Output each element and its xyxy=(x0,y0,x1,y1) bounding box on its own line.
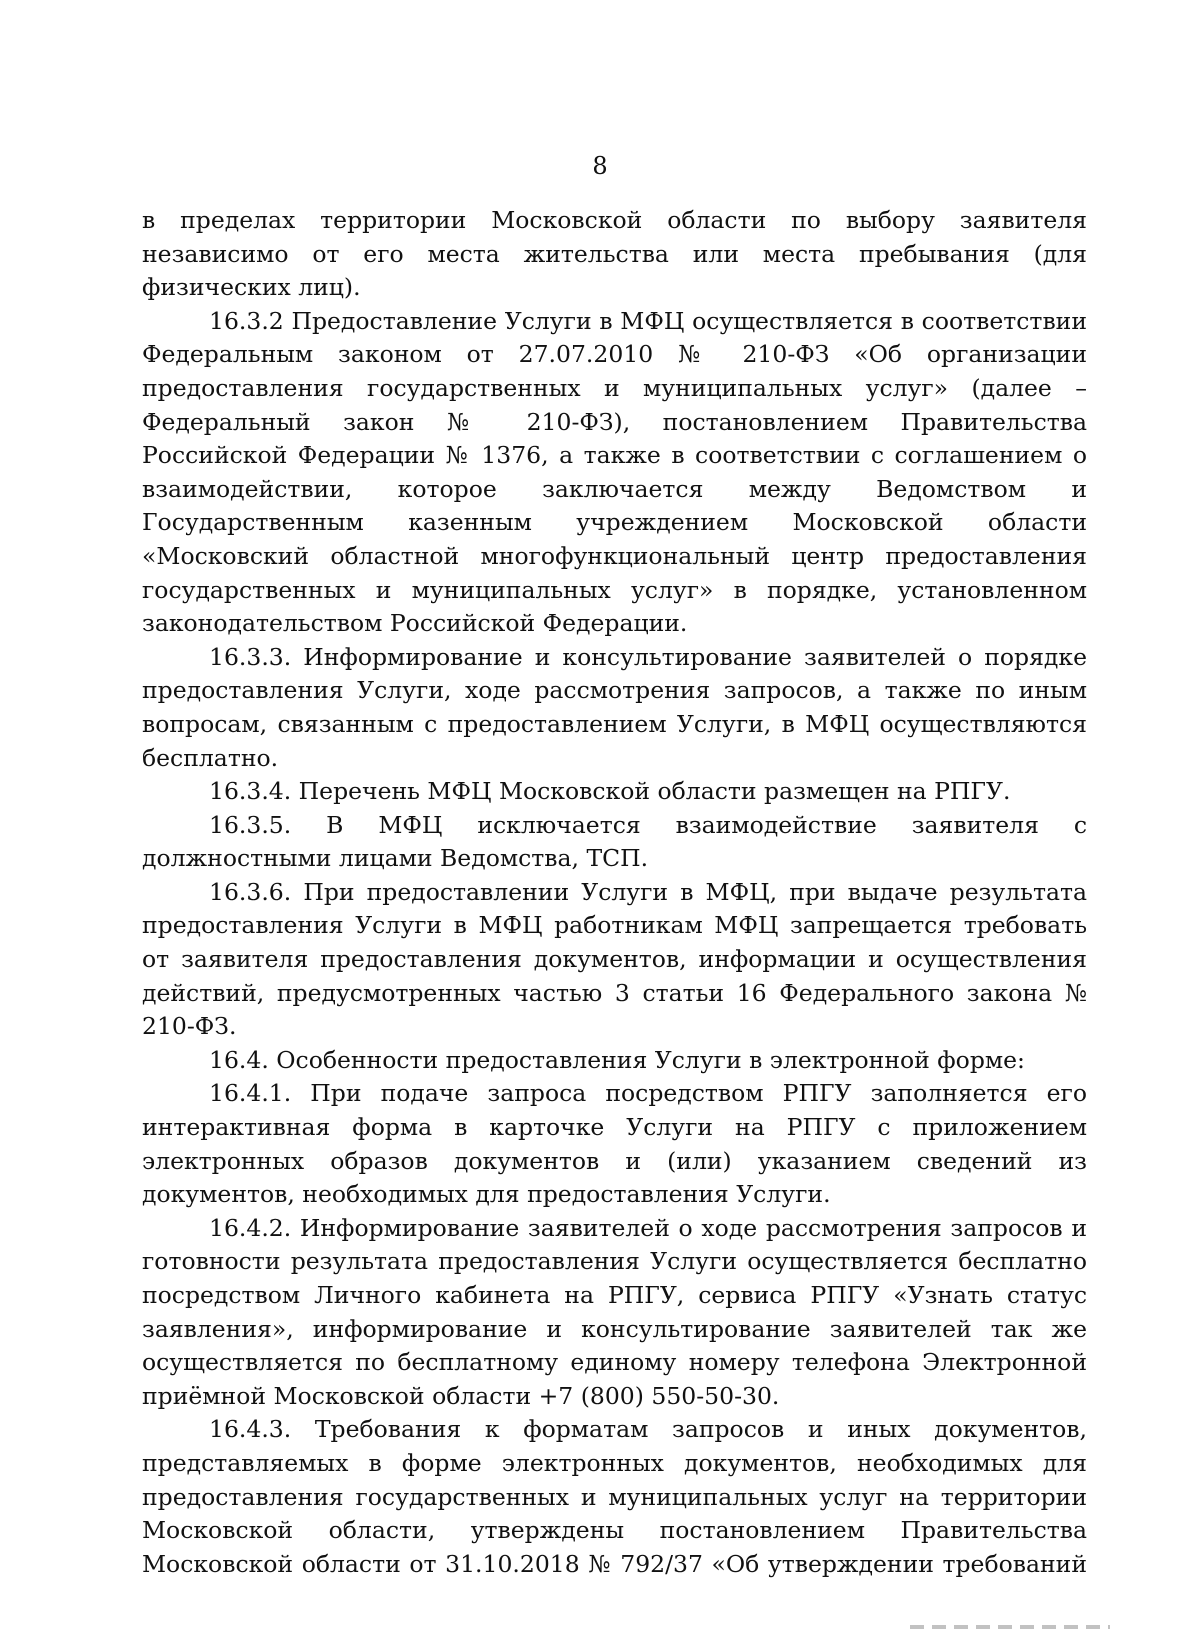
paragraph-16-4-2: 16.4.2. Информирование заявителей о ходе рассмотрения запросов и готовности результата предоставления Услуги осуществляется бесплатно посредством Личного кабинета на РПГУ, сервиса РПГУ «Узнать статус заявления», информирование и консультирование заявителей так же осуществляется по бесплатному единому номеру телефона Электронной приёмной Московской области +7 (800) 550-50-30. xyxy=(142,1213,1087,1410)
paragraph-16-4-3: 16.4.3. Требования к форматам запросов и иных документов, представляемых в форме электронных документов, необходимых для предоставления государственных и муниципальных услуг на территории Московской области, утверждены постановлением Правительства Московской области от 31.10.2018 № 792/37 «Об утверждении требований xyxy=(142,1415,1087,1578)
paragraph-16-3-6: 16.3.6. При предоставлении Услуги в МФЦ, при выдаче результата предоставления Услуги в МФЦ работникам МФЦ запрещается требовать от заявителя предоставления документов, информации и осуществления действий, предусмотренных частью 3 статьи 16 Федерального закона № 210-ФЗ. xyxy=(142,877,1087,1041)
paragraph-16-3-3: 16.3.3. Информирование и консультирование заявителей о порядке предоставления Услуги, ходе рассмотрения запросов, а также по иным вопросам, связанным с предоставлением Услуги, в МФЦ осуществляются бесплатно. xyxy=(142,642,1087,772)
paragraph-16-4: 16.4. Особенности предоставления Услуги в электронной форме: xyxy=(209,1045,1025,1074)
paragraph-continuation: в пределах территории Московской области по выбору заявителя независимо от его места жительства или места пребывания (для физических лиц). xyxy=(142,206,1087,302)
paragraph-16-3-2: 16.3.2 Предоставление Услуги в МФЦ осуществляется в соответствии Федеральным законом от 27.07.2010 № 210-ФЗ «Об организации предоставления государственных и муниципальных услуг» (далее – Федеральный закон № 210-ФЗ), постановлением Правительства Российской Федерации № 1376, а также в соответствии с соглашением о взаимодействии, которое заключается между Ведомством и Государственным казенным учреждением Московской области «Московский областной многофункциональный центр предоставления государственных и муниципальных услуг» в порядке, установленном законодательством Российской Федерации. xyxy=(142,306,1087,638)
page-number: 8 xyxy=(592,152,608,180)
scan-edge-mark xyxy=(910,1625,1110,1629)
paragraph-16-3-4: 16.3.4. Перечень МФЦ Московской области размещен на РПГУ. xyxy=(209,777,1011,806)
paragraph-16-4-1: 16.4.1. При подаче запроса посредством РПГУ заполняется его интерактивная форма в карточке Услуги на РПГУ с приложением электронных образов документов и (или) указанием сведений из документов, необходимых для предоставления Услуги. xyxy=(142,1079,1087,1209)
paragraph-16-3-5: 16.3.5. В МФЦ исключается взаимодействие заявителя с должностными лицами Ведомства, ТСП. xyxy=(142,810,1087,873)
document-body xyxy=(142,204,1087,1581)
